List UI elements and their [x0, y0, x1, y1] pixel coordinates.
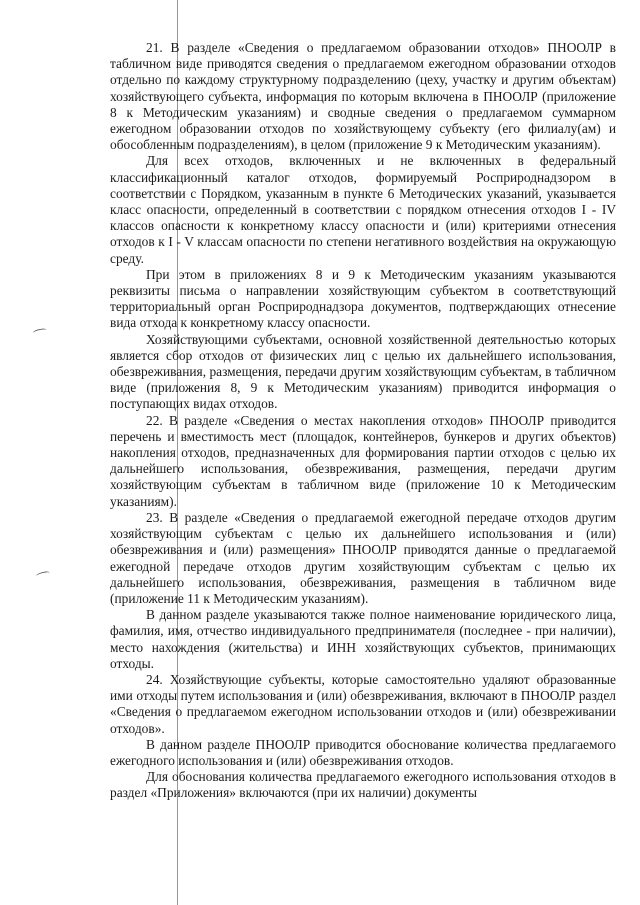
paragraph-recipients: В данном разделе указываются также полное наименование юридического лица, фамилия, имя, отчество индивидуального предпринимателя (последнее - при наличии), место нахождения (жительства) и ИНН хозяйствующих субъектов, принимающих отходы.: [110, 607, 616, 671]
scan-margin-mark: [36, 570, 51, 578]
paragraph-hazard-class: Для всех отходов, включенных и не включенных в федеральный классификационный каталог отходов, формируемый Росприроднадзором в соответствии с Порядком, указанным в пункте 6 Методических указаний, указывается класс опасности, определенный в соответствии с порядком отнесения отходов I - IV классов опасности к конкретному классу опасности и (или) критериями отнесения отходов к I - V классам опасности по степени негативного воздействия на окружающую среду.: [110, 153, 616, 266]
paragraph-23: 23. В разделе «Сведения о предлагаемой ежегодной передаче отходов другим хозяйствующим субъектам с целью их дальнейшего использования и (или) обезвреживания и (или) размещения» ПНООЛР приводятся данные о предлагаемой ежегодной передаче отходов другим хозяйствующим субъектам с целью их дальнейшего использования, обезвреживания, размещения в табличном виде (приложение 11 к Методическим указаниям).: [110, 509, 616, 606]
paragraph-24: 24. Хозяйствующие субъекты, которые самостоятельно удаляют образованные ими отходы путем использования и (или) обезвреживания, включают в ПНООЛР раздел «Сведения о предлагаемом ежегодном использовании отходов и (или) обезвреживании отходов».: [110, 671, 616, 736]
paragraph-22: 22. В разделе «Сведения о местах накопления отходов» ПНООЛР приводится перечень и вместимость мест (площадок, контейнеров, бункеров и других объектов) накопления отходов, предназначенных для формирования партии отходов с целью их дальнейшего использования, обезвреживания, размещения, передачи другим хозяйствующим субъектам в табличном виде (приложение 10 к Методическим указаниям).: [110, 412, 616, 509]
paragraph-justification: В данном разделе ПНООЛР приводится обоснование количества предлагаемого ежегодного использования и (или) обезвреживания отходов.: [110, 736, 616, 768]
paragraph-21: 21. В разделе «Сведения о предлагаемом образовании отходов» ПНООЛР в табличном виде приводятся сведения о предлагаемом ежегодном образовании отходов отдельно по каждому структурному подразделению (цеху, участку и другим объектам) хозяйствующего субъекта, информация по которым включена в ПНООЛР (приложение 8 к Методическим указаниям) и сводные сведения о предлагаемом суммарном ежегодном образовании отходов по хозяйствующему субъекту (его филиалу(ам) и обособленным подразделениям), в целом (приложение 9 к Методическим указаниям).: [110, 40, 616, 153]
paragraph-letter-details: При этом в приложениях 8 и 9 к Методическим указаниям указываются реквизиты письма о направлении хозяйствующим субъектом в соответствующий территориальный орган Росприроднадзора документов, подтверждающих отнесение вида отхода к конкретному классу опасности.: [110, 266, 616, 331]
paragraph-collectors: Хозяйствующими субъектами, основной хозяйственной деятельностью которых является сбор отходов от физических лиц с целью их дальнейшего использования, обезвреживания, размещения, передачи другим хозяйствующим субъектам, в табличном виде (приложения 8, 9 к Методическим указаниям) приводится информация о поступающих видах отходов.: [110, 331, 616, 412]
scan-margin-mark: [33, 328, 48, 336]
document-page: [110, 40, 616, 802]
paragraph-appendix-documents: Для обоснования количества предлагаемого ежегодного использования отходов в раздел «Приложения» включаются (при их наличии) документы: [110, 769, 616, 801]
